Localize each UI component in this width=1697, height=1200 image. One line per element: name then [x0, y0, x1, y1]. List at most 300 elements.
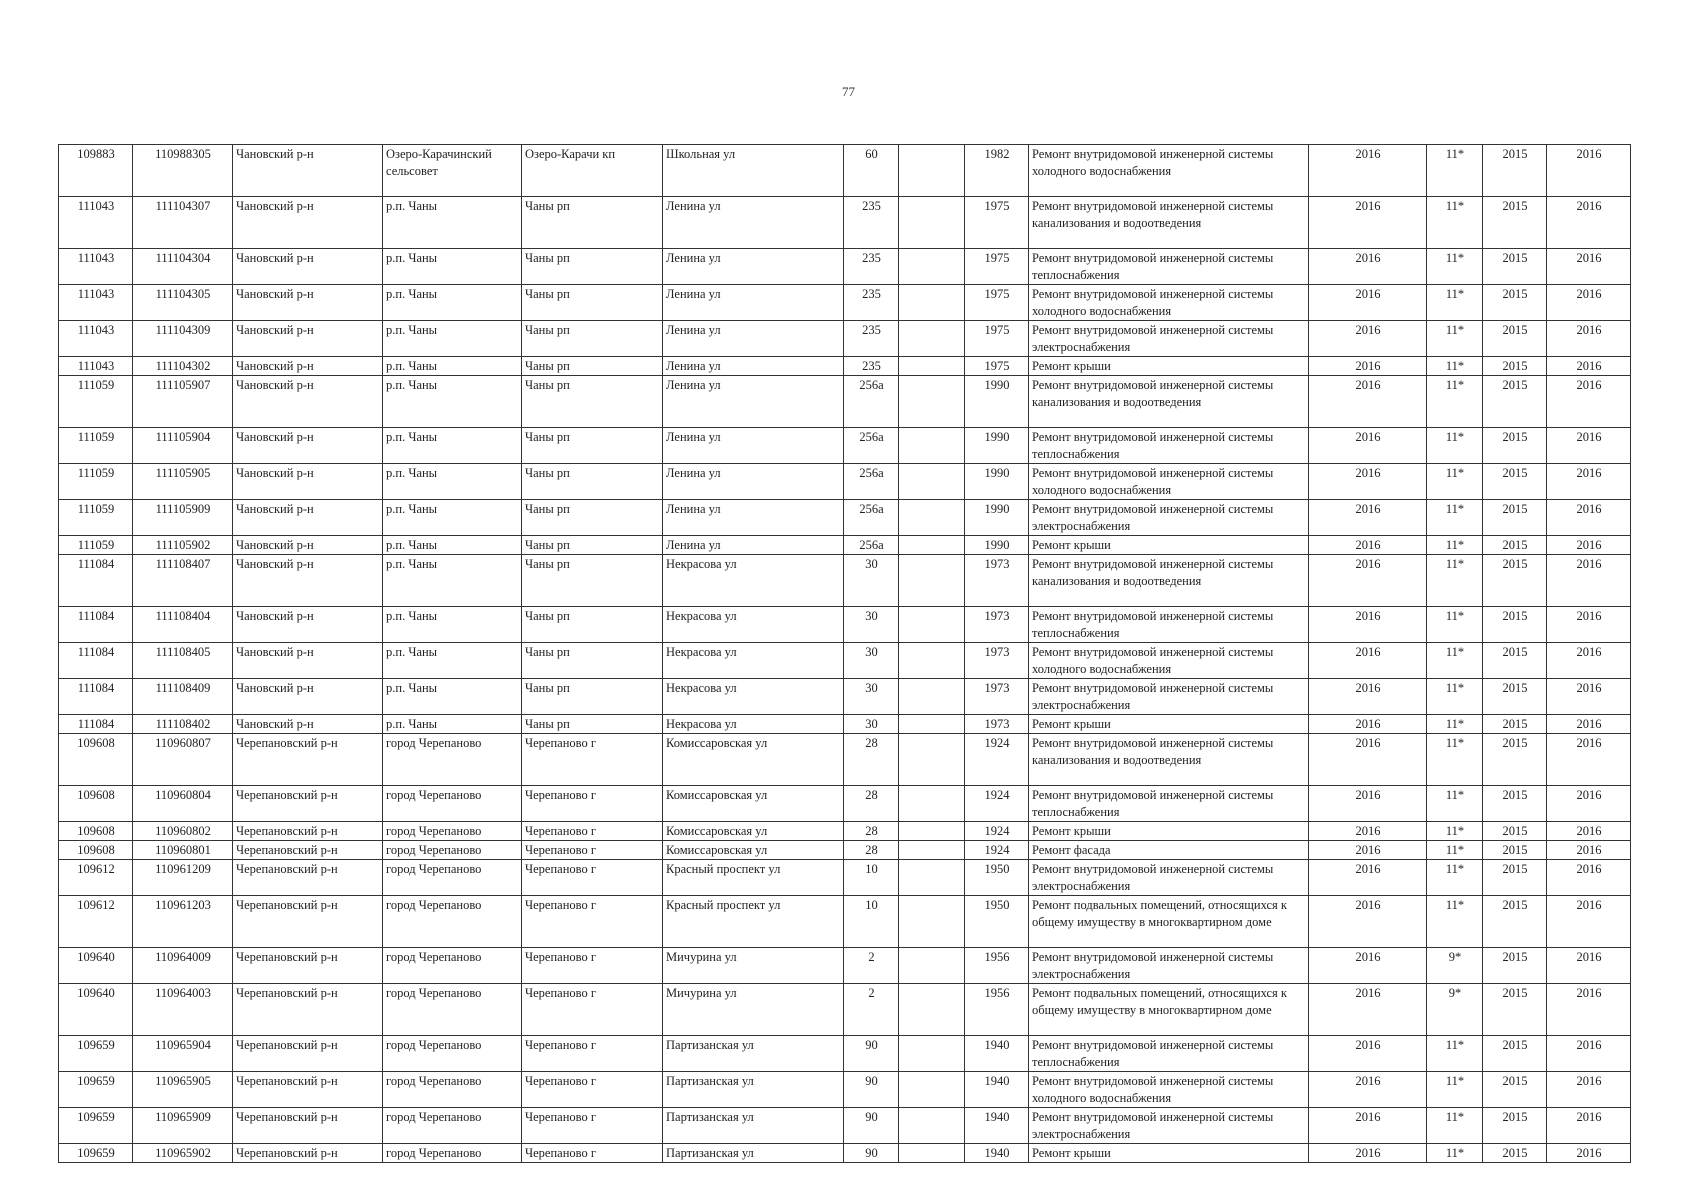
cell-object-id: 111084	[59, 555, 133, 607]
cell-street: Красный проспект ул	[663, 896, 844, 948]
cell-work-type: Ремонт внутридомовой инженерной системы холодного водоснабжения	[1029, 643, 1309, 679]
cell-object-id: 109640	[59, 948, 133, 984]
cell-locality: Черепаново г	[522, 860, 663, 896]
cell-work-id: 111105905	[133, 464, 233, 500]
cell-work-type: Ремонт внутридомовой инженерной системы электроснабжения	[1029, 1108, 1309, 1144]
cell-end-year: 2016	[1547, 679, 1631, 715]
cell-building-letter	[899, 643, 965, 679]
table-body	[59, 145, 1631, 1163]
cell-work-id: 110965904	[133, 1036, 233, 1072]
cell-object-id: 111059	[59, 376, 133, 428]
cell-street: Комиссаровская ул	[663, 822, 844, 841]
cell-work-id: 111105909	[133, 500, 233, 536]
cell-work-id: 111108404	[133, 607, 233, 643]
cell-work-id: 111104307	[133, 197, 233, 249]
cell-build-year: 1940	[965, 1072, 1029, 1108]
cell-district: Черепановский р-н	[233, 948, 383, 984]
cell-end-year: 2016	[1547, 643, 1631, 679]
cell-build-year: 1973	[965, 555, 1029, 607]
cell-plan-year: 2016	[1309, 197, 1427, 249]
cell-locality: Чаны рп	[522, 321, 663, 357]
cell-cost-ref: 11*	[1427, 822, 1483, 841]
cell-building-letter	[899, 376, 965, 428]
cell-start-year: 2015	[1483, 786, 1547, 822]
cell-building-letter	[899, 197, 965, 249]
cell-build-year: 1990	[965, 376, 1029, 428]
cell-start-year: 2015	[1483, 715, 1547, 734]
cell-building-letter	[899, 896, 965, 948]
cell-locality: Чаны рп	[522, 555, 663, 607]
cell-district: Чановский р-н	[233, 197, 383, 249]
cell-work-id: 111104304	[133, 249, 233, 285]
cell-object-id: 111059	[59, 500, 133, 536]
cell-work-type: Ремонт крыши	[1029, 715, 1309, 734]
cell-work-id: 110960804	[133, 786, 233, 822]
table-row	[59, 643, 1631, 679]
cell-street: Ленина ул	[663, 197, 844, 249]
cell-work-id: 110965902	[133, 1144, 233, 1163]
cell-cost-ref: 11*	[1427, 679, 1483, 715]
cell-locality: Чаны рп	[522, 607, 663, 643]
cell-house-number: 10	[844, 896, 899, 948]
cell-street: Ленина ул	[663, 500, 844, 536]
table-row	[59, 1144, 1631, 1163]
cell-cost-ref: 11*	[1427, 357, 1483, 376]
cell-object-id: 111043	[59, 321, 133, 357]
table-row	[59, 285, 1631, 321]
cell-build-year: 1973	[965, 607, 1029, 643]
cell-district: Чановский р-н	[233, 285, 383, 321]
cell-work-id: 110965909	[133, 1108, 233, 1144]
cell-work-type: Ремонт внутридомовой инженерной системы холодного водоснабжения	[1029, 285, 1309, 321]
cell-end-year: 2016	[1547, 249, 1631, 285]
cell-district: Черепановский р-н	[233, 860, 383, 896]
cell-locality: Чаны рп	[522, 376, 663, 428]
table-row	[59, 948, 1631, 984]
cell-work-type: Ремонт внутридомовой инженерной системы электроснабжения	[1029, 321, 1309, 357]
cell-building-letter	[899, 555, 965, 607]
cell-build-year: 1973	[965, 643, 1029, 679]
cell-street: Партизанская ул	[663, 1036, 844, 1072]
cell-object-id: 109659	[59, 1072, 133, 1108]
cell-end-year: 2016	[1547, 1144, 1631, 1163]
cell-plan-year: 2016	[1309, 285, 1427, 321]
cell-cost-ref: 11*	[1427, 1108, 1483, 1144]
cell-house-number: 235	[844, 249, 899, 285]
cell-work-id: 110960807	[133, 734, 233, 786]
cell-street: Комиссаровская ул	[663, 841, 844, 860]
cell-build-year: 1940	[965, 1144, 1029, 1163]
table-row	[59, 607, 1631, 643]
cell-work-type: Ремонт внутридомовой инженерной системы электроснабжения	[1029, 860, 1309, 896]
table-row	[59, 679, 1631, 715]
cell-house-number: 90	[844, 1072, 899, 1108]
cell-work-id: 110964003	[133, 984, 233, 1036]
cell-municipality: город Черепаново	[383, 948, 522, 984]
cell-end-year: 2016	[1547, 860, 1631, 896]
cell-house-number: 256а	[844, 428, 899, 464]
cell-plan-year: 2016	[1309, 822, 1427, 841]
cell-end-year: 2016	[1547, 948, 1631, 984]
cell-plan-year: 2016	[1309, 948, 1427, 984]
cell-building-letter	[899, 464, 965, 500]
cell-municipality: город Черепаново	[383, 896, 522, 948]
cell-building-letter	[899, 948, 965, 984]
cell-district: Чановский р-н	[233, 715, 383, 734]
cell-object-id: 109608	[59, 841, 133, 860]
cell-street: Ленина ул	[663, 357, 844, 376]
cell-work-id: 110961209	[133, 860, 233, 896]
cell-house-number: 28	[844, 734, 899, 786]
cell-cost-ref: 11*	[1427, 464, 1483, 500]
cell-build-year: 1924	[965, 822, 1029, 841]
cell-locality: Черепаново г	[522, 841, 663, 860]
cell-locality: Чаны рп	[522, 249, 663, 285]
cell-locality: Черепаново г	[522, 1072, 663, 1108]
cell-build-year: 1956	[965, 984, 1029, 1036]
cell-street: Мичурина ул	[663, 948, 844, 984]
cell-locality: Чаны рп	[522, 285, 663, 321]
cell-plan-year: 2016	[1309, 841, 1427, 860]
cell-district: Чановский р-н	[233, 607, 383, 643]
cell-cost-ref: 11*	[1427, 643, 1483, 679]
cell-work-id: 111105907	[133, 376, 233, 428]
cell-object-id: 109883	[59, 145, 133, 197]
cell-start-year: 2015	[1483, 822, 1547, 841]
cell-start-year: 2015	[1483, 321, 1547, 357]
cell-cost-ref: 9*	[1427, 948, 1483, 984]
cell-build-year: 1924	[965, 734, 1029, 786]
cell-work-id: 110964009	[133, 948, 233, 984]
cell-end-year: 2016	[1547, 500, 1631, 536]
cell-end-year: 2016	[1547, 896, 1631, 948]
cell-work-type: Ремонт крыши	[1029, 536, 1309, 555]
cell-plan-year: 2016	[1309, 249, 1427, 285]
cell-plan-year: 2016	[1309, 464, 1427, 500]
cell-object-id: 111043	[59, 249, 133, 285]
table-row	[59, 786, 1631, 822]
cell-municipality: город Черепаново	[383, 822, 522, 841]
cell-municipality: р.п. Чаны	[383, 500, 522, 536]
cell-house-number: 235	[844, 357, 899, 376]
cell-house-number: 28	[844, 822, 899, 841]
cell-cost-ref: 11*	[1427, 1072, 1483, 1108]
cell-street: Ленина ул	[663, 285, 844, 321]
cell-work-type: Ремонт внутридомовой инженерной системы холодного водоснабжения	[1029, 1072, 1309, 1108]
cell-work-type: Ремонт крыши	[1029, 357, 1309, 376]
cell-house-number: 28	[844, 841, 899, 860]
cell-work-id: 111108402	[133, 715, 233, 734]
cell-locality: Черепаново г	[522, 734, 663, 786]
cell-start-year: 2015	[1483, 734, 1547, 786]
cell-municipality: р.п. Чаны	[383, 357, 522, 376]
cell-locality: Чаны рп	[522, 428, 663, 464]
cell-build-year: 1924	[965, 841, 1029, 860]
cell-end-year: 2016	[1547, 734, 1631, 786]
cell-municipality: город Черепаново	[383, 1144, 522, 1163]
cell-build-year: 1982	[965, 145, 1029, 197]
cell-building-letter	[899, 249, 965, 285]
cell-locality: Черепаново г	[522, 896, 663, 948]
cell-house-number: 256а	[844, 500, 899, 536]
cell-municipality: р.п. Чаны	[383, 197, 522, 249]
cell-work-id: 111104305	[133, 285, 233, 321]
cell-building-letter	[899, 428, 965, 464]
cell-cost-ref: 11*	[1427, 500, 1483, 536]
cell-start-year: 2015	[1483, 679, 1547, 715]
cell-end-year: 2016	[1547, 321, 1631, 357]
cell-municipality: р.п. Чаны	[383, 428, 522, 464]
cell-start-year: 2015	[1483, 643, 1547, 679]
cell-district: Чановский р-н	[233, 464, 383, 500]
cell-plan-year: 2016	[1309, 1144, 1427, 1163]
cell-district: Черепановский р-н	[233, 1144, 383, 1163]
table-row	[59, 536, 1631, 555]
cell-municipality: р.п. Чаны	[383, 285, 522, 321]
cell-build-year: 1940	[965, 1108, 1029, 1144]
cell-object-id: 109659	[59, 1036, 133, 1072]
cell-municipality: р.п. Чаны	[383, 715, 522, 734]
cell-district: Черепановский р-н	[233, 841, 383, 860]
cell-house-number: 235	[844, 321, 899, 357]
cell-municipality: город Черепаново	[383, 860, 522, 896]
page-number: 77	[842, 84, 855, 99]
table-row	[59, 428, 1631, 464]
cell-district: Чановский р-н	[233, 500, 383, 536]
cell-municipality: Озеро-Карачинский сельсовет	[383, 145, 522, 197]
cell-district: Чановский р-н	[233, 643, 383, 679]
cell-object-id: 109659	[59, 1108, 133, 1144]
cell-plan-year: 2016	[1309, 896, 1427, 948]
cell-building-letter	[899, 536, 965, 555]
cell-municipality: р.п. Чаны	[383, 555, 522, 607]
registry-table	[58, 144, 1631, 1163]
cell-work-type: Ремонт внутридомовой инженерной системы канализования и водоотведения	[1029, 555, 1309, 607]
cell-district: Черепановский р-н	[233, 1036, 383, 1072]
cell-work-id: 110988305	[133, 145, 233, 197]
cell-object-id: 109608	[59, 822, 133, 841]
cell-end-year: 2016	[1547, 841, 1631, 860]
cell-plan-year: 2016	[1309, 679, 1427, 715]
table-row	[59, 896, 1631, 948]
cell-building-letter	[899, 321, 965, 357]
cell-street: Некрасова ул	[663, 555, 844, 607]
cell-street: Некрасова ул	[663, 679, 844, 715]
cell-district: Чановский р-н	[233, 321, 383, 357]
cell-plan-year: 2016	[1309, 1072, 1427, 1108]
cell-building-letter	[899, 984, 965, 1036]
cell-building-letter	[899, 1036, 965, 1072]
cell-start-year: 2015	[1483, 1144, 1547, 1163]
cell-object-id: 109612	[59, 860, 133, 896]
cell-street: Мичурина ул	[663, 984, 844, 1036]
cell-plan-year: 2016	[1309, 145, 1427, 197]
cell-cost-ref: 11*	[1427, 1036, 1483, 1072]
table-row	[59, 734, 1631, 786]
cell-municipality: р.п. Чаны	[383, 679, 522, 715]
cell-district: Чановский р-н	[233, 536, 383, 555]
cell-street: Комиссаровская ул	[663, 786, 844, 822]
cell-start-year: 2015	[1483, 357, 1547, 376]
cell-work-type: Ремонт внутридомовой инженерной системы электроснабжения	[1029, 500, 1309, 536]
cell-build-year: 1924	[965, 786, 1029, 822]
cell-plan-year: 2016	[1309, 555, 1427, 607]
cell-end-year: 2016	[1547, 145, 1631, 197]
cell-plan-year: 2016	[1309, 536, 1427, 555]
table-row	[59, 500, 1631, 536]
cell-house-number: 90	[844, 1144, 899, 1163]
table-row	[59, 197, 1631, 249]
cell-building-letter	[899, 1072, 965, 1108]
cell-street: Ленина ул	[663, 464, 844, 500]
cell-work-id: 111108405	[133, 643, 233, 679]
cell-work-type: Ремонт внутридомовой инженерной системы холодного водоснабжения	[1029, 464, 1309, 500]
cell-plan-year: 2016	[1309, 860, 1427, 896]
cell-start-year: 2015	[1483, 500, 1547, 536]
cell-work-type: Ремонт внутридомовой инженерной системы теплоснабжения	[1029, 1036, 1309, 1072]
cell-start-year: 2015	[1483, 145, 1547, 197]
cell-start-year: 2015	[1483, 1072, 1547, 1108]
cell-start-year: 2015	[1483, 285, 1547, 321]
cell-work-id: 110965905	[133, 1072, 233, 1108]
cell-cost-ref: 11*	[1427, 734, 1483, 786]
table-row	[59, 1072, 1631, 1108]
cell-house-number: 256а	[844, 376, 899, 428]
cell-plan-year: 2016	[1309, 984, 1427, 1036]
cell-municipality: город Черепаново	[383, 984, 522, 1036]
cell-end-year: 2016	[1547, 285, 1631, 321]
cell-cost-ref: 11*	[1427, 1144, 1483, 1163]
cell-house-number: 28	[844, 786, 899, 822]
cell-start-year: 2015	[1483, 1036, 1547, 1072]
table-row	[59, 321, 1631, 357]
cell-start-year: 2015	[1483, 376, 1547, 428]
cell-locality: Черепаново г	[522, 948, 663, 984]
cell-start-year: 2015	[1483, 1108, 1547, 1144]
cell-work-type: Ремонт внутридомовой инженерной системы канализования и водоотведения	[1029, 734, 1309, 786]
cell-district: Чановский р-н	[233, 555, 383, 607]
cell-end-year: 2016	[1547, 1072, 1631, 1108]
table-row	[59, 715, 1631, 734]
cell-work-id: 111108409	[133, 679, 233, 715]
cell-start-year: 2015	[1483, 860, 1547, 896]
cell-work-type: Ремонт крыши	[1029, 822, 1309, 841]
cell-build-year: 1990	[965, 536, 1029, 555]
cell-work-type: Ремонт крыши	[1029, 1144, 1309, 1163]
cell-plan-year: 2016	[1309, 607, 1427, 643]
cell-build-year: 1975	[965, 249, 1029, 285]
table-row	[59, 860, 1631, 896]
cell-plan-year: 2016	[1309, 500, 1427, 536]
cell-object-id: 111084	[59, 679, 133, 715]
cell-building-letter	[899, 679, 965, 715]
cell-work-id: 111105902	[133, 536, 233, 555]
cell-work-type: Ремонт внутридомовой инженерной системы теплоснабжения	[1029, 428, 1309, 464]
cell-house-number: 10	[844, 860, 899, 896]
cell-end-year: 2016	[1547, 1108, 1631, 1144]
cell-street: Школьная ул	[663, 145, 844, 197]
cell-district: Чановский р-н	[233, 376, 383, 428]
cell-work-type: Ремонт внутридомовой инженерной системы электроснабжения	[1029, 679, 1309, 715]
table-row	[59, 984, 1631, 1036]
cell-municipality: город Черепаново	[383, 841, 522, 860]
cell-plan-year: 2016	[1309, 428, 1427, 464]
cell-object-id: 111043	[59, 197, 133, 249]
cell-work-type: Ремонт внутридомовой инженерной системы канализования и водоотведения	[1029, 197, 1309, 249]
cell-district: Черепановский р-н	[233, 786, 383, 822]
cell-work-type: Ремонт подвальных помещений, относящихся к общему имуществу в многоквартирном доме	[1029, 896, 1309, 948]
cell-street: Ленина ул	[663, 249, 844, 285]
cell-building-letter	[899, 285, 965, 321]
cell-start-year: 2015	[1483, 984, 1547, 1036]
cell-cost-ref: 11*	[1427, 249, 1483, 285]
cell-cost-ref: 11*	[1427, 428, 1483, 464]
cell-start-year: 2015	[1483, 896, 1547, 948]
cell-street: Ленина ул	[663, 376, 844, 428]
cell-house-number: 256а	[844, 464, 899, 500]
cell-start-year: 2015	[1483, 555, 1547, 607]
cell-house-number: 256а	[844, 536, 899, 555]
cell-cost-ref: 11*	[1427, 197, 1483, 249]
cell-municipality: р.п. Чаны	[383, 376, 522, 428]
cell-locality: Черепаново г	[522, 1036, 663, 1072]
cell-work-type: Ремонт внутридомовой инженерной системы теплоснабжения	[1029, 249, 1309, 285]
cell-build-year: 1973	[965, 715, 1029, 734]
cell-building-letter	[899, 607, 965, 643]
cell-start-year: 2015	[1483, 948, 1547, 984]
cell-work-type: Ремонт фасада	[1029, 841, 1309, 860]
table-row	[59, 376, 1631, 428]
cell-building-letter	[899, 145, 965, 197]
cell-street: Ленина ул	[663, 536, 844, 555]
cell-start-year: 2015	[1483, 464, 1547, 500]
table-row	[59, 249, 1631, 285]
cell-locality: Черепаново г	[522, 786, 663, 822]
cell-end-year: 2016	[1547, 197, 1631, 249]
cell-street: Красный проспект ул	[663, 860, 844, 896]
cell-cost-ref: 11*	[1427, 145, 1483, 197]
cell-district: Черепановский р-н	[233, 822, 383, 841]
cell-plan-year: 2016	[1309, 1036, 1427, 1072]
cell-build-year: 1975	[965, 357, 1029, 376]
cell-locality: Чаны рп	[522, 500, 663, 536]
cell-object-id: 109608	[59, 786, 133, 822]
cell-object-id: 109608	[59, 734, 133, 786]
cell-cost-ref: 11*	[1427, 715, 1483, 734]
cell-work-id: 111105904	[133, 428, 233, 464]
cell-street: Некрасова ул	[663, 607, 844, 643]
cell-locality: Чаны рп	[522, 197, 663, 249]
cell-work-id: 111104309	[133, 321, 233, 357]
cell-plan-year: 2016	[1309, 715, 1427, 734]
cell-plan-year: 2016	[1309, 321, 1427, 357]
cell-municipality: р.п. Чаны	[383, 321, 522, 357]
cell-district: Чановский р-н	[233, 679, 383, 715]
cell-house-number: 235	[844, 197, 899, 249]
cell-locality: Черепаново г	[522, 984, 663, 1036]
cell-build-year: 1940	[965, 1036, 1029, 1072]
cell-building-letter	[899, 860, 965, 896]
cell-work-id: 110960801	[133, 841, 233, 860]
cell-cost-ref: 11*	[1427, 555, 1483, 607]
cell-district: Черепановский р-н	[233, 1108, 383, 1144]
cell-start-year: 2015	[1483, 607, 1547, 643]
cell-cost-ref: 11*	[1427, 536, 1483, 555]
cell-district: Черепановский р-н	[233, 734, 383, 786]
cell-locality: Черепаново г	[522, 822, 663, 841]
cell-street: Комиссаровская ул	[663, 734, 844, 786]
cell-street: Некрасова ул	[663, 715, 844, 734]
